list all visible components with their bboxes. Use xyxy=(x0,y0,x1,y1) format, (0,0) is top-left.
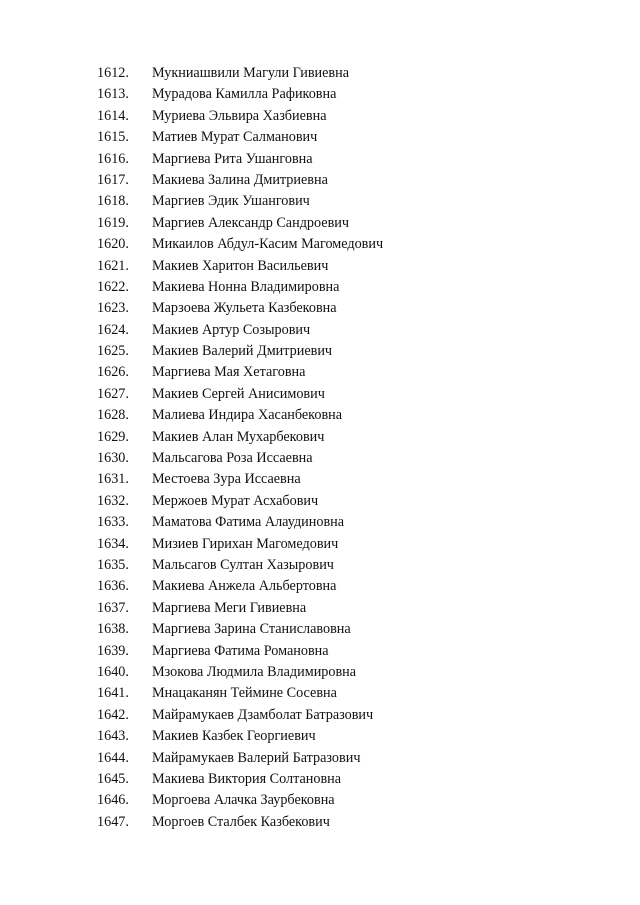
entry-number: 1633. xyxy=(97,514,129,531)
entry-name: Майрамукаев Дзамболат Батразович xyxy=(152,706,374,723)
list-item xyxy=(97,469,383,490)
entry-name: Матиев Мурат Салманович xyxy=(152,129,318,146)
list-item xyxy=(97,748,383,769)
list-item xyxy=(97,726,383,747)
entry-number: 1646. xyxy=(97,792,129,809)
entry-number: 1622. xyxy=(97,278,129,295)
entry-name: Мержоев Мурат Асхабович xyxy=(152,492,319,509)
entry-name: Макиев Сергей Анисимович xyxy=(152,385,325,402)
entry-number: 1613. xyxy=(97,86,129,103)
list-item xyxy=(97,598,383,619)
entry-name: Мурадова Камилла Рафиковна xyxy=(152,86,337,103)
list-item xyxy=(97,790,383,811)
entry-name: Макиев Артур Созырович xyxy=(152,321,311,338)
entry-name: Макиев Казбек Георгиевич xyxy=(152,728,316,745)
list-item xyxy=(97,448,383,469)
entry-name: Макиев Харитон Васильевич xyxy=(152,257,329,274)
entry-number: 1627. xyxy=(97,385,129,402)
entry-name: Местоева Зура Иссаевна xyxy=(152,471,301,488)
list-item xyxy=(97,320,383,341)
entry-number: 1641. xyxy=(97,685,129,702)
entry-number: 1626. xyxy=(97,364,129,381)
entry-number: 1625. xyxy=(97,343,129,360)
entry-name: Маргиева Меги Гивиевна xyxy=(152,599,307,616)
entry-name: Макиева Нонна Владимировна xyxy=(152,278,340,295)
entry-number: 1612. xyxy=(97,65,129,81)
entry-name: Макиев Валерий Дмитриевич xyxy=(152,343,333,360)
entry-number: 1615. xyxy=(97,129,129,146)
entry-name: Малиева Индира Хасанбековна xyxy=(152,407,343,424)
list-item xyxy=(97,170,383,191)
entry-name: Микаилов Абдул-Касим Магомедович xyxy=(152,236,384,253)
list-item xyxy=(97,555,383,576)
list-item xyxy=(97,384,383,405)
entry-number: 1621. xyxy=(97,257,129,274)
list-item xyxy=(97,619,383,640)
entry-name: Макиева Виктория Солтановна xyxy=(152,770,342,787)
list-item xyxy=(97,213,383,234)
list-item xyxy=(97,362,383,383)
entry-name: Маргиев Эдик Ушангович xyxy=(152,193,310,210)
entry-name: Моргоев Сталбек Казбекович xyxy=(152,813,330,830)
entry-number: 1634. xyxy=(97,535,129,552)
entry-name: Макиева Залина Дмитриевна xyxy=(152,171,328,188)
entry-number: 1616. xyxy=(97,150,129,167)
entry-name: Мукниашвили Магули Гивиевна xyxy=(152,65,350,81)
entry-number: 1630. xyxy=(97,450,129,467)
entry-number: 1640. xyxy=(97,663,129,680)
entry-name: Моргоева Алачка Заурбековна xyxy=(152,792,335,809)
entry-name: Маматова Фатима Алаудиновна xyxy=(152,514,345,531)
entry-name: Муриева Эльвира Хазбиевна xyxy=(152,107,327,124)
list-item xyxy=(97,491,383,512)
entry-number: 1617. xyxy=(97,171,129,188)
entry-number: 1637. xyxy=(97,599,129,616)
entry-name: Мальсагов Султан Хазырович xyxy=(152,556,334,573)
entry-number: 1645. xyxy=(97,770,129,787)
list-item xyxy=(97,405,383,426)
list-item xyxy=(97,127,383,148)
list-item xyxy=(97,512,383,533)
entry-name: Маргиев Александр Сандроевич xyxy=(152,214,349,231)
entry-number: 1614. xyxy=(97,107,129,124)
entry-number: 1619. xyxy=(97,214,129,231)
entry-number: 1631. xyxy=(97,471,129,488)
entry-name: Маргиева Рита Ушанговна xyxy=(152,150,313,167)
list-item xyxy=(97,234,383,255)
list-item xyxy=(97,298,383,319)
entry-number: 1618. xyxy=(97,193,129,210)
entry-name: Макиева Анжела Альбертовна xyxy=(152,578,337,595)
entry-number: 1628. xyxy=(97,407,129,424)
entry-number: 1632. xyxy=(97,492,129,509)
entry-number: 1644. xyxy=(97,749,129,766)
entry-number: 1642. xyxy=(97,706,129,723)
list-item xyxy=(97,341,383,362)
entry-name: Маргиева Фатима Романовна xyxy=(152,642,329,659)
entry-number: 1639. xyxy=(97,642,129,659)
entry-name: Майрамукаев Валерий Батразович xyxy=(152,749,361,766)
list-item xyxy=(97,576,383,597)
list-item xyxy=(97,256,383,277)
list-item xyxy=(97,641,383,662)
entry-number: 1620. xyxy=(97,236,129,253)
entry-number: 1623. xyxy=(97,300,129,317)
list-item xyxy=(97,84,383,105)
list-item xyxy=(97,534,383,555)
entry-name: Макиев Алан Мухарбекович xyxy=(152,428,325,445)
list-item xyxy=(97,662,383,683)
entry-name: Мнацаканян Теймине Сосевна xyxy=(152,685,337,702)
list-item xyxy=(97,683,383,704)
entry-number: 1638. xyxy=(97,621,129,638)
list-item xyxy=(97,277,383,298)
entry-number: 1635. xyxy=(97,556,129,573)
entry-name: Маргиева Мая Хетаговна xyxy=(152,364,306,381)
list-item xyxy=(97,63,383,84)
entry-name: Марзоева Жульета Казбековна xyxy=(152,300,337,317)
entry-name: Мальсагова Роза Иссаевна xyxy=(152,450,313,467)
list-item xyxy=(97,769,383,790)
name-list xyxy=(97,63,383,833)
entry-name: Мизиев Гирихан Магомедович xyxy=(152,535,339,552)
list-item xyxy=(97,106,383,127)
list-item xyxy=(97,812,383,833)
entry-number: 1624. xyxy=(97,321,129,338)
list-item xyxy=(97,149,383,170)
list-item xyxy=(97,705,383,726)
entry-number: 1629. xyxy=(97,428,129,445)
entry-number: 1647. xyxy=(97,813,129,830)
entry-number: 1643. xyxy=(97,728,129,745)
entry-name: Мзокова Людмила Владимировна xyxy=(152,663,357,680)
entry-name: Маргиева Зарина Станиславовна xyxy=(152,621,351,638)
entry-number: 1636. xyxy=(97,578,129,595)
list-item xyxy=(97,191,383,212)
list-item xyxy=(97,427,383,448)
